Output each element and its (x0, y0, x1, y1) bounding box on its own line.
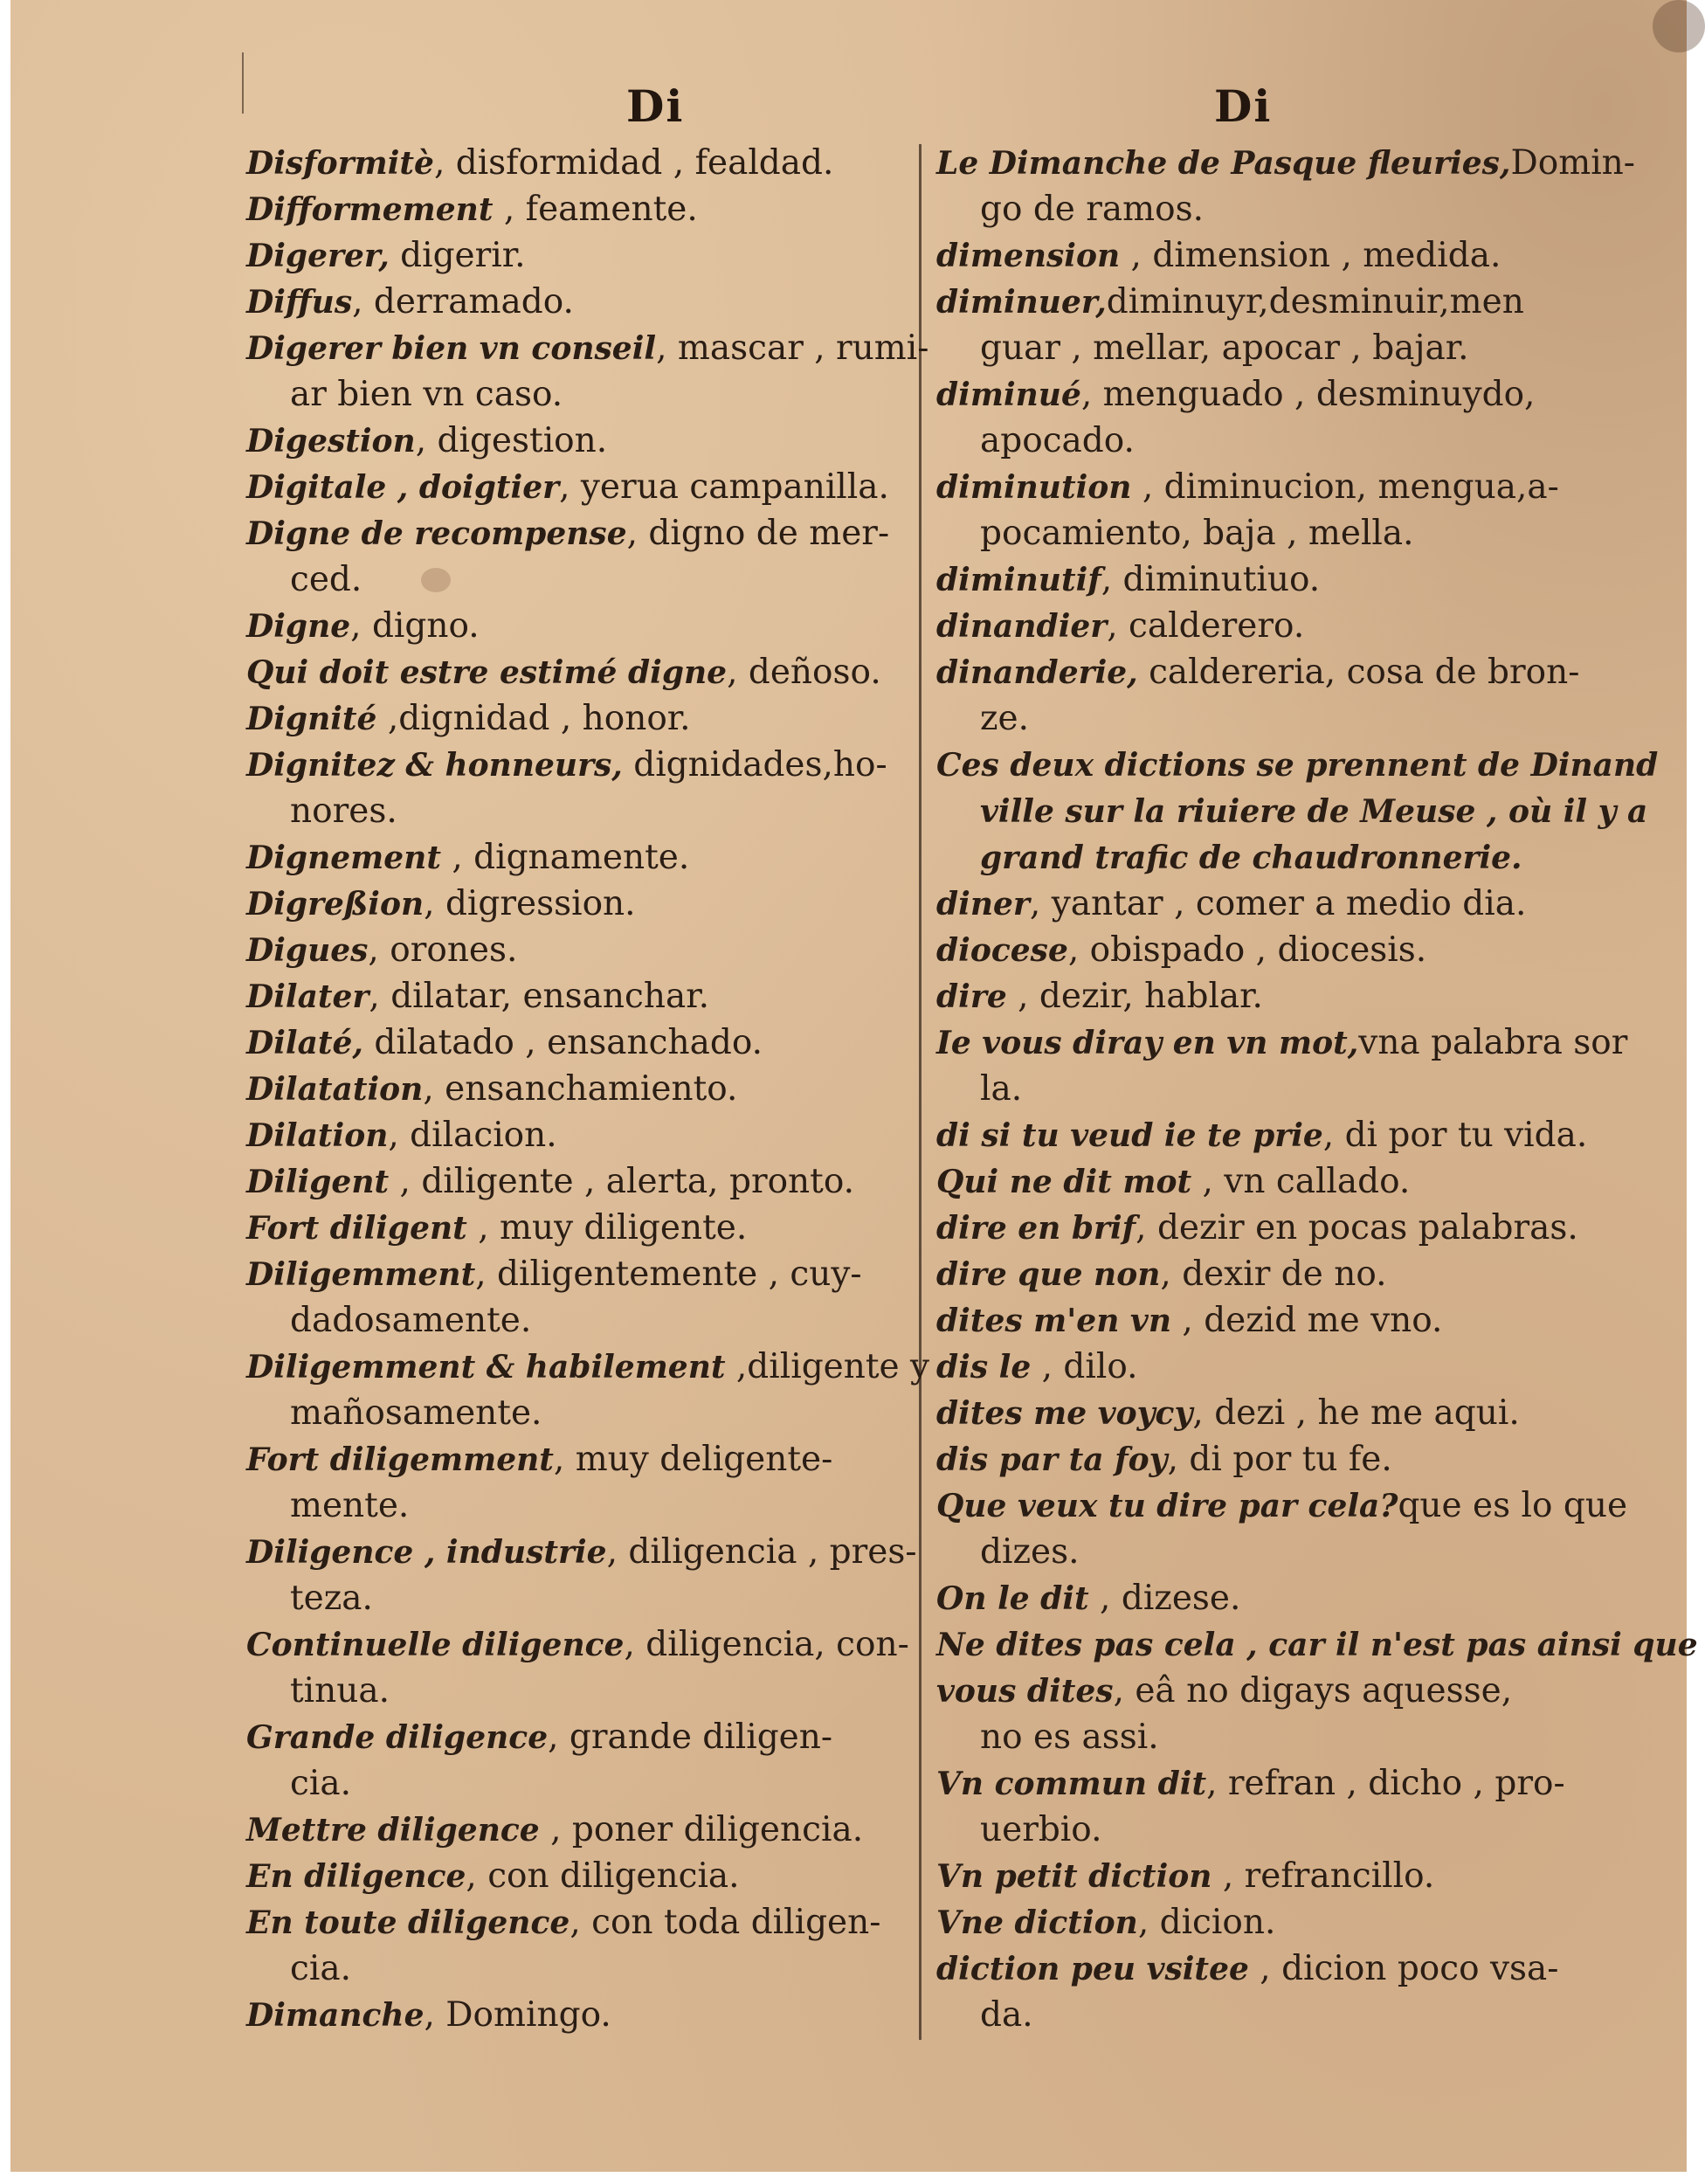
dictionary-line (246, 1251, 910, 1297)
dictionary-line (936, 881, 1609, 927)
translation: uerbio. (980, 1810, 1102, 1849)
translation: , diligencia , pres- (606, 1532, 917, 1572)
headword: dire que non (936, 1256, 1161, 1293)
headword: Fort diligent (246, 1210, 467, 1247)
right-column (936, 140, 1698, 2038)
dictionary-line (246, 1853, 910, 1899)
translation: digerir. (389, 236, 526, 275)
dictionary-line (246, 881, 910, 927)
headword: Diligent (246, 1164, 390, 1200)
dictionary-line (936, 140, 1635, 186)
headword: Diligence , industrie (246, 1534, 607, 1571)
translation: , grande diligen- (548, 1717, 833, 1757)
translation: ,diligente y (725, 1347, 930, 1386)
dictionary-line (246, 1066, 910, 1112)
dictionary-line (936, 1205, 1609, 1251)
headword: diner (936, 886, 1030, 923)
translation: ze. (980, 699, 1030, 738)
headword: On le dit (936, 1580, 1089, 1617)
dictionary-line (246, 464, 910, 510)
headword: di si tu veud ie te prie (936, 1117, 1323, 1154)
translation: , mascar , rumi- (656, 328, 929, 368)
dictionary-line (936, 1760, 1609, 1807)
headword: dis le (936, 1349, 1032, 1386)
dictionary-line (936, 1112, 1609, 1158)
headword: Digne (246, 608, 351, 645)
translation: no es assi. (980, 1717, 1159, 1757)
translation: mañosamente. (290, 1393, 542, 1433)
dictionary-line (936, 1714, 1609, 1760)
dictionary-line (936, 603, 1609, 649)
translation: , poner diligencia. (539, 1810, 864, 1849)
dictionary-line (936, 464, 1609, 510)
translation: , muy deligente- (553, 1440, 833, 1479)
translation: , digno de mer- (626, 514, 890, 553)
dictionary-line (936, 1899, 1609, 1946)
dictionary-line (936, 649, 1609, 695)
headword: dire en brif (936, 1210, 1136, 1247)
translation: go de ramos. (980, 190, 1205, 229)
translation: , dexir de no. (1160, 1254, 1387, 1294)
translation: , dezid me vno. (1171, 1301, 1443, 1340)
translation: , dignamente. (440, 838, 690, 877)
translation: , calderero. (1107, 606, 1305, 646)
dictionary-line (936, 1668, 1609, 1714)
headword: grand trafic de chaudronnerie. (980, 840, 1522, 876)
headword: diocese (936, 932, 1068, 969)
headword: vous dites (936, 1673, 1114, 1710)
translation: dizes. (980, 1532, 1080, 1572)
dictionary-line (246, 695, 910, 742)
headword: Dignitez & honneurs, (246, 747, 623, 784)
translation: , disformidad , fealdad. (433, 143, 834, 183)
headword: Continuelle diligence (246, 1627, 625, 1663)
dictionary-line (936, 927, 1609, 973)
translation: , obispado , diocesis. (1067, 930, 1427, 970)
translation: ar bien vn caso. (290, 375, 563, 414)
translation: , diminutiuo. (1101, 560, 1321, 599)
headword: Dilater (246, 978, 369, 1015)
dictionary-line (246, 1760, 910, 1807)
dictionary-line (936, 325, 1609, 371)
headword: diminution (936, 469, 1132, 506)
dictionary-line (246, 649, 910, 695)
headword: Dimanche (246, 1997, 425, 2034)
dictionary-line (246, 186, 910, 232)
headword: En diligence (246, 1858, 466, 1895)
translation: Domin- (1510, 143, 1635, 183)
translation: , dezir en pocas palabras. (1136, 1208, 1578, 1248)
headword: Que veux tu dire par cela? (936, 1488, 1398, 1524)
left-column (246, 140, 930, 2038)
dictionary-line (936, 788, 1648, 834)
translation: dilatado , ensanchado. (362, 1023, 763, 1062)
dictionary-line (936, 1807, 1609, 1853)
headword: Dignement (246, 840, 441, 876)
headword: Mettre diligence (246, 1812, 540, 1849)
headword: Digreßion (246, 886, 425, 923)
headword: Diligemment & habilement (246, 1349, 726, 1386)
translation: , dizese. (1088, 1579, 1241, 1618)
running-head-left: Di (626, 80, 685, 132)
dictionary-line (246, 1482, 910, 1529)
translation: , diligente , alerta, pronto. (389, 1162, 855, 1201)
dictionary-line (246, 1946, 910, 1992)
dictionary-line (246, 510, 910, 556)
headword: Dilatation (246, 1071, 424, 1108)
dictionary-line (936, 1946, 1609, 1992)
headword: diminué (936, 377, 1081, 413)
headword: Fort diligemment (246, 1441, 554, 1478)
dictionary-line (246, 603, 910, 649)
translation: , dicion. (1137, 1903, 1276, 1942)
headword: dire (936, 978, 1007, 1015)
dictionary-line (936, 695, 1609, 742)
translation: , di por tu vida. (1322, 1116, 1588, 1155)
margin-rule (242, 52, 244, 114)
headword: Qui ne dit mot (936, 1164, 1192, 1200)
headword: Le Dimanche de Pasque fleuries, (936, 145, 1511, 182)
dictionary-line (246, 556, 910, 603)
dictionary-line (246, 279, 910, 325)
dictionary-line (936, 279, 1609, 325)
headword: Diligemment (246, 1256, 476, 1293)
dictionary-line (246, 1668, 910, 1714)
headword: diminutif (936, 562, 1101, 598)
headword: Diffus (246, 284, 353, 321)
book-page (10, 0, 1698, 2172)
dictionary-line (246, 1529, 917, 1575)
headword: Digitale , doigtier (246, 469, 560, 506)
dictionary-line (936, 1344, 1609, 1390)
translation: , menguado , desminuydo, (1080, 375, 1536, 414)
dictionary-line (936, 1529, 1609, 1575)
headword: Digerer, (246, 238, 390, 274)
dictionary-line (246, 325, 929, 371)
translation: apocado. (980, 421, 1135, 460)
dictionary-line (246, 1205, 910, 1251)
translation: , Domingo. (424, 1995, 611, 2035)
headword: Digerer bien vn conseil (246, 330, 657, 367)
translation: , feamente. (493, 190, 698, 229)
translation: cia. (290, 1949, 351, 1988)
translation: dignidades,ho- (622, 745, 887, 784)
dictionary-line (246, 1436, 910, 1482)
dictionary-line (246, 1158, 910, 1205)
dictionary-line (246, 1019, 910, 1066)
dictionary-line (246, 1899, 910, 1946)
headword: dinanderie, (936, 654, 1138, 691)
headword: Difformement (246, 191, 494, 228)
translation: ced. (290, 560, 362, 599)
translation: , digression. (424, 884, 636, 923)
translation: , dimension , medida. (1120, 236, 1501, 275)
dictionary-line (246, 232, 910, 279)
dictionary-line (936, 510, 1609, 556)
dictionary-line (936, 371, 1609, 418)
dictionary-line (246, 1714, 910, 1760)
translation: , dezir, hablar. (1006, 977, 1263, 1016)
headword: Qui doit estre estimé digne (246, 654, 728, 691)
headword: Dignité (246, 701, 377, 737)
dictionary-line (246, 1807, 910, 1853)
translation: , muy diligente. (466, 1208, 748, 1248)
dictionary-line (246, 742, 910, 788)
translation: , yerua campanilla. (559, 467, 889, 507)
translation: , deñoso. (727, 653, 881, 692)
translation: , dilacion. (388, 1116, 557, 1155)
dictionary-line (936, 1066, 1609, 1112)
translation: guar , mellar, apocar , bajar. (980, 328, 1469, 368)
dictionary-line (246, 1112, 910, 1158)
dictionary-line (246, 1344, 930, 1390)
translation: , digno. (350, 606, 480, 646)
translation: da. (980, 1995, 1033, 2035)
dictionary-line (936, 1251, 1609, 1297)
translation: , dilatar, ensanchar. (369, 977, 709, 1016)
headword: Dilation (246, 1117, 389, 1154)
dictionary-line (936, 834, 1609, 881)
translation: , con diligencia. (466, 1856, 740, 1896)
translation: , digestion. (415, 421, 608, 460)
headword: diminuer, (936, 284, 1107, 321)
dictionary-line (936, 1019, 1628, 1066)
dictionary-line (936, 556, 1609, 603)
headword: Vn commun dit (936, 1766, 1207, 1802)
dictionary-line (936, 1621, 1698, 1668)
headword: Ne dites pas cela , car il n'est pas ainsi que (936, 1627, 1698, 1663)
headword: dis par ta foy (936, 1441, 1168, 1478)
translation: ,dignidad , honor. (376, 699, 691, 738)
dictionary-line (246, 140, 910, 186)
headword: ville sur la riuiere de Meuse , où il y a (980, 793, 1648, 830)
column-divider (919, 144, 922, 2040)
translation: , vn callado. (1191, 1162, 1411, 1201)
translation: cia. (290, 1764, 351, 1803)
translation: , derramado. (352, 282, 574, 321)
translation: que es lo que (1398, 1486, 1628, 1525)
headword: Grande diligence (246, 1719, 549, 1756)
dictionary-line (246, 1297, 910, 1344)
translation: , orones. (368, 930, 518, 970)
dictionary-line (936, 1992, 1609, 2038)
headword: dites m'en vn (936, 1303, 1171, 1339)
dictionary-line (246, 418, 910, 464)
dictionary-line (246, 834, 910, 881)
translation: caldereria, cosa de bron- (1137, 653, 1580, 692)
translation: tinua. (290, 1671, 390, 1711)
headword: En toute diligence (246, 1904, 570, 1941)
headword: dimension (936, 238, 1121, 274)
translation: mente. (290, 1486, 410, 1525)
headword: Dilaté, (246, 1025, 363, 1061)
dictionary-line (246, 1992, 910, 2038)
translation: la. (980, 1069, 1023, 1109)
dictionary-line (936, 1297, 1609, 1344)
corner-stain (1653, 0, 1705, 52)
translation: pocamiento, baja , mella. (980, 514, 1414, 553)
dictionary-line (246, 1621, 910, 1668)
dictionary-line (936, 186, 1609, 232)
translation: , refrancillo. (1211, 1856, 1435, 1896)
dictionary-line (936, 1853, 1609, 1899)
translation: , diminucion, mengua,a- (1131, 467, 1559, 507)
headword: Digestion (246, 423, 416, 460)
translation: , yantar , comer a medio dia. (1029, 884, 1527, 923)
headword: Digues (246, 932, 369, 969)
translation: vna palabra sor (1358, 1023, 1628, 1062)
headword: Disformitè (246, 145, 434, 182)
headword: Digne de recompense (246, 515, 627, 552)
translation: , ensanchamiento. (423, 1069, 738, 1109)
dictionary-line (936, 1575, 1609, 1621)
headword: dinandier (936, 608, 1108, 645)
dictionary-line (936, 1436, 1609, 1482)
dictionary-line (936, 742, 1659, 788)
translation: , diligentemente , cuy- (475, 1254, 862, 1294)
dictionary-line (936, 1158, 1609, 1205)
translation: , dicion poco vsa- (1248, 1949, 1559, 1988)
dictionary-line (936, 973, 1609, 1019)
translation: dadosamente. (290, 1301, 532, 1340)
headword: diction peu vsitee (936, 1951, 1249, 1987)
translation: , dilo. (1031, 1347, 1138, 1386)
dictionary-line (936, 418, 1609, 464)
translation: , dezi , he me aqui. (1192, 1393, 1520, 1433)
translation: , di por tu fe. (1167, 1440, 1392, 1479)
headword: Ces deux dictions se prennent de Dinand (936, 747, 1659, 784)
dictionary-line (936, 1390, 1609, 1436)
translation: nores. (290, 791, 397, 831)
dictionary-line (246, 788, 910, 834)
translation: , diligencia, con- (624, 1625, 909, 1664)
translation: diminuyr,desminuir,men (1106, 282, 1524, 321)
headword: Vne diction (936, 1904, 1138, 1941)
dictionary-line (936, 232, 1609, 279)
dictionary-line (246, 1390, 910, 1436)
dictionary-line (246, 1575, 910, 1621)
dictionary-line (246, 927, 910, 973)
translation: , refran , dicho , pro- (1206, 1764, 1565, 1803)
dictionary-line (246, 973, 910, 1019)
dictionary-line (936, 1482, 1628, 1529)
translation: , con toda diligen- (569, 1903, 881, 1942)
headword: Ie vous diray en vn mot, (936, 1025, 1359, 1061)
headword: Vn petit diction (936, 1858, 1212, 1895)
running-head-right: Di (1214, 80, 1273, 132)
dictionary-line (246, 371, 910, 418)
headword: dites me voycy (936, 1395, 1193, 1432)
translation: , eâ no digays aquesse, (1113, 1671, 1513, 1711)
translation: teza. (290, 1579, 373, 1618)
